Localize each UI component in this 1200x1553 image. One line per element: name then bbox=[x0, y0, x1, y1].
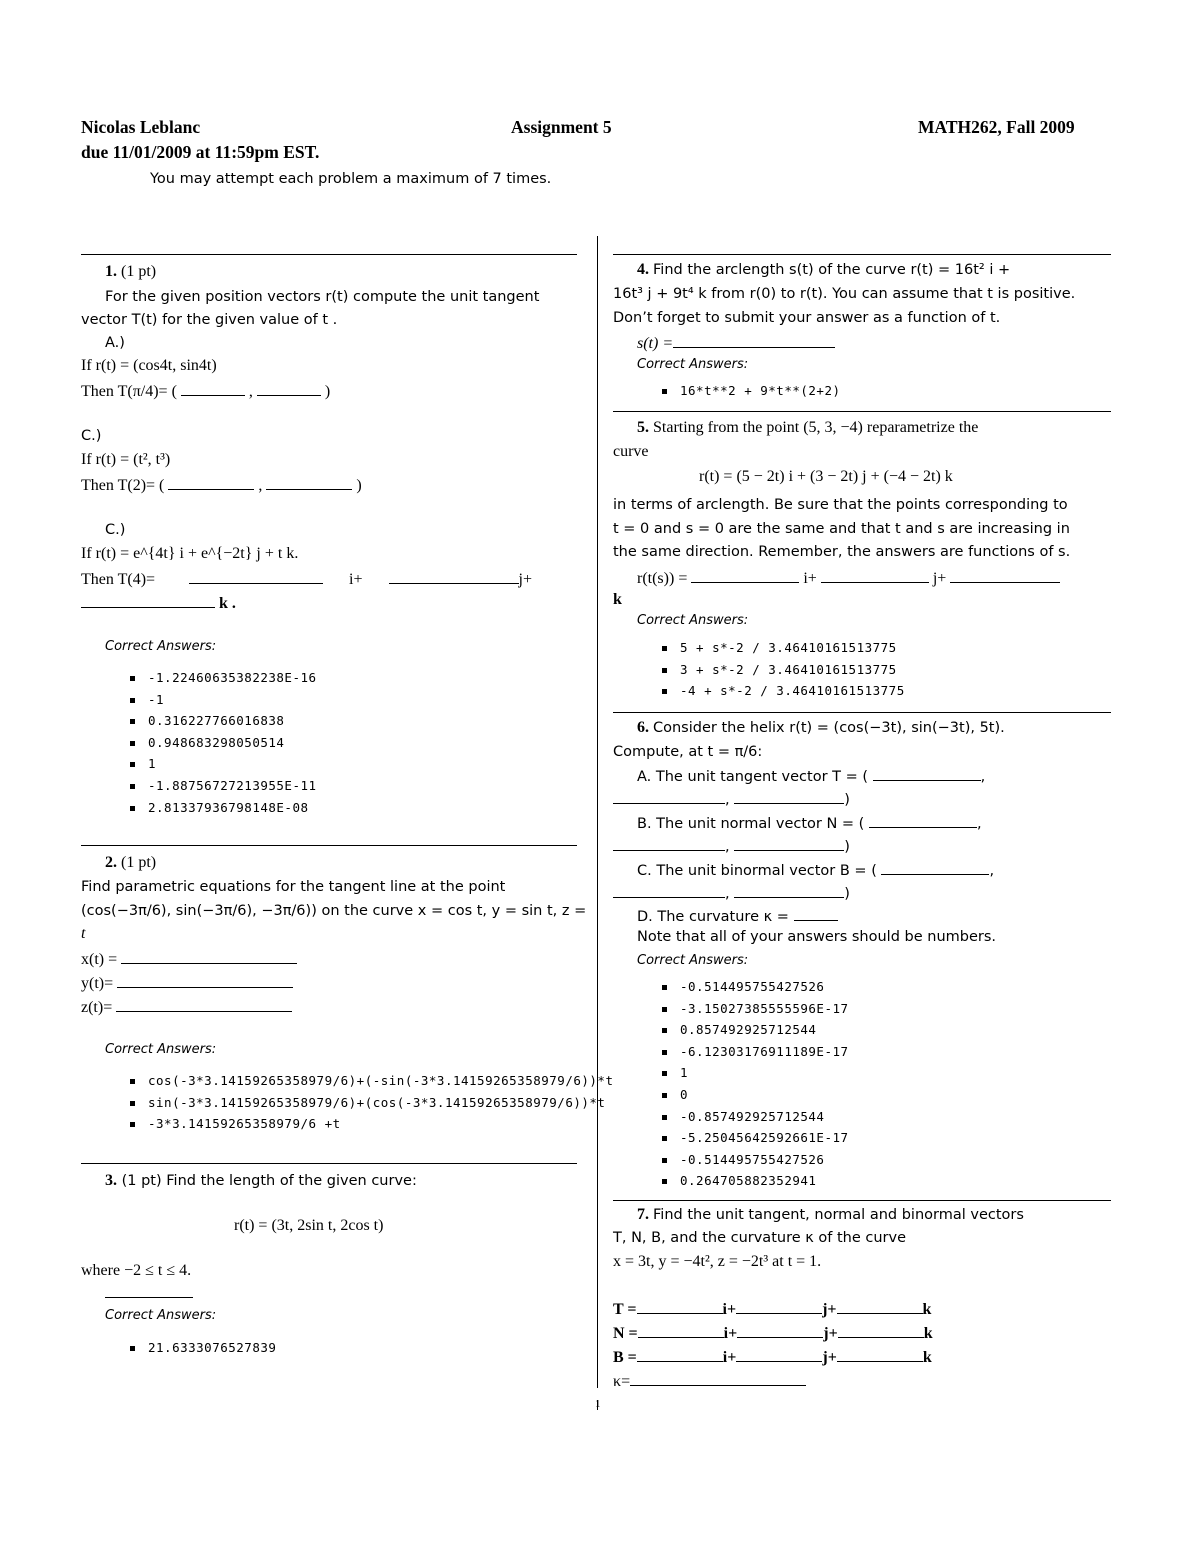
problem-3-points: (1 pt) bbox=[121, 1173, 162, 1189]
problem-7-number: 7. bbox=[637, 1206, 649, 1223]
answer-blank-6a-1[interactable] bbox=[873, 766, 981, 781]
answer-blank-1c-1[interactable] bbox=[168, 475, 254, 490]
answer-item: -6.12303176911189E-17 bbox=[660, 1041, 849, 1063]
j-plus-label: j+ bbox=[823, 1325, 838, 1342]
problem-1-part-c2-label: C.) bbox=[105, 522, 126, 538]
problem-3-formula: r(t) = (3t, 2sin t, 2cos t) bbox=[234, 1217, 384, 1234]
k-label: k bbox=[922, 1301, 932, 1318]
answer-item: -5.25045642592661E-17 bbox=[660, 1127, 849, 1149]
problem-7-B-row bbox=[613, 1347, 932, 1367]
problem-6-text1: Consider the helix r(t) = (cos(−3t), sin(−3t), 5t). bbox=[653, 720, 1005, 736]
answer-blank-1a-2[interactable] bbox=[257, 381, 321, 396]
problem-1-part-c2-k-line bbox=[81, 593, 236, 613]
answer-item: -3.15027385555596E-17 bbox=[660, 998, 849, 1020]
answer-item: sin(-3*3.14159265358979/6)+(cos(-3*3.14159265358979/6))*t bbox=[128, 1092, 614, 1114]
problem-1-correct-answers-label: Correct Answers: bbox=[105, 639, 217, 654]
answer-item: 0 bbox=[660, 1084, 849, 1106]
answer-blank-7-T-j[interactable] bbox=[736, 1299, 822, 1314]
answer-blank-7-B-j[interactable] bbox=[736, 1347, 822, 1362]
problem-1-answer-list bbox=[128, 667, 317, 818]
problem-4-line1 bbox=[637, 261, 1010, 279]
problem-6-line2: Compute, at t = π/6: bbox=[613, 744, 763, 760]
problem-2-correct-answers-label: Correct Answers: bbox=[105, 1042, 217, 1057]
answer-item: 1 bbox=[128, 753, 317, 775]
answer-blank-4-s[interactable] bbox=[673, 333, 835, 348]
problem-7-text1: Find the unit tangent, normal and binormal vectors bbox=[653, 1207, 1024, 1223]
problem-5-rts bbox=[637, 568, 1060, 588]
answer-item: -0.857492925712544 bbox=[660, 1106, 849, 1128]
answer-blank-1a-1[interactable] bbox=[181, 381, 245, 396]
problem-6-c-text: C. The unit binormal vector B = ( bbox=[637, 863, 877, 879]
answer-blank-7-N-i[interactable] bbox=[638, 1323, 724, 1338]
answer-blank-2-z[interactable] bbox=[116, 997, 292, 1012]
problem-3-answer-blank[interactable] bbox=[105, 1297, 193, 1298]
problem-6-b: B. The unit normal vector N = ( , bbox=[637, 813, 982, 832]
problem-2-y bbox=[81, 973, 293, 993]
i-plus-label: i+ bbox=[349, 571, 363, 588]
B-label: B = bbox=[613, 1349, 637, 1366]
answer-blank-5-i[interactable] bbox=[691, 568, 799, 583]
problem-2-x bbox=[81, 949, 297, 969]
k-label: k bbox=[922, 1349, 932, 1366]
answer-blank-6a-2[interactable] bbox=[613, 789, 725, 804]
problem-1-intro-line1: For the given position vectors r(t) compute the unit tangent bbox=[105, 289, 540, 305]
problem-1-number: 1. bbox=[105, 263, 117, 280]
problem-7-line2: T, N, B, and the curvature κ of the curve bbox=[613, 1230, 907, 1246]
j-plus-label: j+ bbox=[932, 570, 947, 587]
answer-blank-1c2-j[interactable] bbox=[389, 569, 519, 584]
problem-1-intro-line2: vector T(t) for the given value of t . bbox=[81, 312, 338, 328]
s-label: s(t) = bbox=[637, 335, 674, 352]
problem-6-answer-list bbox=[660, 976, 849, 1192]
answer-item: 0.264705882352941 bbox=[660, 1170, 849, 1192]
answer-item: 16*t**2 + 9*t**(2+2) bbox=[660, 380, 841, 402]
problem-5-line4: t = 0 and s = 0 are the same and that t and s are increasing in bbox=[613, 521, 1070, 537]
problem-5-text1: Starting from the point (5, 3, −4) reparametrize the bbox=[653, 419, 979, 436]
y-label: y(t)= bbox=[81, 975, 114, 992]
answer-item: 2.81337936798148E-08 bbox=[128, 797, 317, 819]
problem-4-correct-answers-label: Correct Answers: bbox=[637, 357, 749, 372]
problem-1-part-a-then-text: Then T(π/4)= ( bbox=[81, 383, 177, 400]
problem-2-header bbox=[105, 854, 156, 872]
problem-6-a: A. The unit tangent vector T = ( , bbox=[637, 766, 985, 785]
problem-1-rule bbox=[81, 254, 577, 255]
problem-7-line1 bbox=[637, 1206, 1024, 1224]
problem-5-number: 5. bbox=[637, 419, 649, 436]
answer-item: -1 bbox=[128, 689, 317, 711]
problem-1-part-c2-if: If r(t) = e^{4t} i + e^{−2t} j + t k. bbox=[81, 545, 299, 562]
answer-blank-7-B-i[interactable] bbox=[637, 1347, 723, 1362]
problem-6-b-text: B. The unit normal vector N = ( bbox=[637, 816, 865, 832]
page-number: 1 bbox=[595, 1398, 601, 1410]
j-plus-label: j+ bbox=[822, 1301, 837, 1318]
problem-2-number: 2. bbox=[105, 854, 117, 871]
problem-4-line3: Don’t forget to submit your answer as a function of t. bbox=[613, 310, 1001, 326]
problem-6-a-cont: , ) bbox=[613, 789, 850, 808]
problem-3-where: where −2 ≤ t ≤ 4. bbox=[81, 1262, 192, 1279]
problem-7-N-row bbox=[613, 1323, 933, 1343]
problem-1-part-c1-if: If r(t) = (t², t³) bbox=[81, 451, 171, 468]
N-label: N = bbox=[613, 1325, 638, 1342]
assignment-title: Assignment 5 bbox=[511, 117, 612, 137]
i-plus-label: i+ bbox=[723, 1325, 738, 1342]
answer-item: -0.514495755427526 bbox=[660, 976, 849, 998]
problem-5-formula: r(t) = (5 − 2t) i + (3 − 2t) j + (−4 − 2t) k bbox=[699, 468, 953, 485]
problem-3-number: 3. bbox=[105, 1172, 117, 1189]
j-plus-label: j+ bbox=[518, 571, 532, 588]
problem-1-part-c2-then bbox=[81, 569, 581, 589]
answer-blank-2-x[interactable] bbox=[121, 949, 297, 964]
problem-6-d-text: D. The curvature κ = bbox=[637, 909, 789, 925]
answer-blank-6c-3[interactable] bbox=[734, 883, 844, 898]
problem-1-part-c1-label: C.) bbox=[81, 428, 102, 444]
answer-item: -4 + s*-2 / 3.46410161513775 bbox=[660, 680, 905, 702]
problem-1-part-a-if: If r(t) = (cos4t, sin4t) bbox=[81, 357, 217, 374]
column-divider bbox=[597, 236, 598, 1388]
problem-6-note: Note that all of your answers should be numbers. bbox=[637, 929, 997, 945]
x-label: x(t) = bbox=[81, 951, 118, 968]
problem-4-rule bbox=[613, 254, 1111, 255]
k-end-label: k . bbox=[219, 595, 236, 612]
problem-4-s bbox=[637, 333, 835, 353]
j-plus-label: j+ bbox=[822, 1349, 837, 1366]
problem-3-intro: Find the length of the given curve: bbox=[166, 1173, 417, 1189]
answer-blank-7-B-k[interactable] bbox=[837, 1347, 923, 1362]
answer-blank-7-N-k[interactable] bbox=[838, 1323, 924, 1338]
problem-1-part-c1-then: Then T(2)= ( , ) bbox=[81, 477, 362, 494]
T-label: T = bbox=[613, 1301, 637, 1318]
answer-item: 21.6333076527839 bbox=[128, 1337, 276, 1359]
problem-4-text1: Find the arclength s(t) of the curve r(t) = 16t² i + bbox=[653, 262, 1011, 278]
problem-2-answer-list bbox=[128, 1070, 614, 1135]
answer-blank-1c2-k[interactable] bbox=[81, 593, 215, 608]
answer-blank-7-kappa[interactable] bbox=[630, 1371, 806, 1386]
problem-2-intro-line2: (cos(−3π/6), sin(−3π/6), −3π/6)) on the curve x = cos t, y = sin t, z = bbox=[81, 903, 587, 919]
problem-5-line2: curve bbox=[613, 443, 649, 460]
answer-blank-6b-1[interactable] bbox=[869, 813, 977, 828]
answer-item: -0.514495755427526 bbox=[660, 1149, 849, 1171]
problem-6-c-cont: , ) bbox=[613, 883, 850, 902]
problem-5-line3: in terms of arclength. Be sure that the points corresponding to bbox=[613, 497, 1068, 513]
problem-6-a-text: A. The unit tangent vector T = ( bbox=[637, 769, 869, 785]
answer-blank-6c-1[interactable] bbox=[881, 860, 989, 875]
problem-1-part-a-label: A.) bbox=[105, 335, 125, 351]
student-name: Nicolas Leblanc bbox=[81, 117, 201, 137]
answer-item: 5 + s*-2 / 3.46410161513775 bbox=[660, 637, 905, 659]
problem-1-part-c2-then-text: Then T(4)= bbox=[81, 571, 156, 588]
kappa-label: κ= bbox=[613, 1373, 631, 1390]
answer-blank-6b-3[interactable] bbox=[734, 836, 844, 851]
problem-6-c: C. The unit binormal vector B = ( , bbox=[637, 860, 994, 879]
answer-item: -1.88756727213955E-11 bbox=[128, 775, 317, 797]
problem-7-line3: x = 3t, y = −4t², z = −2t³ at t = 1. bbox=[613, 1253, 822, 1270]
course-title: MATH262, Fall 2009 bbox=[918, 117, 1075, 137]
problem-3-rule bbox=[81, 1163, 577, 1164]
problem-1-part-a-then: Then T(π/4)= ( , ) bbox=[81, 383, 331, 400]
problem-3-header bbox=[105, 1172, 417, 1190]
due-date: due 11/01/2009 at 11:59pm EST. bbox=[81, 142, 320, 162]
answer-blank-7-T-i[interactable] bbox=[637, 1299, 723, 1314]
problem-5-correct-answers-label: Correct Answers: bbox=[637, 613, 749, 628]
answer-blank-2-y[interactable] bbox=[117, 973, 293, 988]
answer-item: 0.948683298050514 bbox=[128, 732, 317, 754]
answer-item: cos(-3*3.14159265358979/6)+(-sin(-3*3.14159265358979/6))*t bbox=[128, 1070, 614, 1092]
problem-4-number: 4. bbox=[637, 261, 649, 278]
i-plus-label: i+ bbox=[722, 1349, 737, 1366]
problem-7-kappa-row bbox=[613, 1371, 806, 1391]
k-label: k bbox=[923, 1325, 933, 1342]
z-label: z(t)= bbox=[81, 999, 113, 1016]
answer-blank-7-N-j[interactable] bbox=[737, 1323, 823, 1338]
problem-4-answer-list bbox=[660, 380, 841, 402]
answer-blank-1c-2[interactable] bbox=[266, 475, 352, 490]
problem-6-rule bbox=[613, 712, 1111, 713]
problem-4-line2: 16t³ j + 9t⁴ k from r(0) to r(t). You can assume that t is positive. bbox=[613, 286, 1076, 302]
problem-2-intro-line1: Find parametric equations for the tangent line at the point bbox=[81, 879, 506, 895]
problem-2-z bbox=[81, 997, 292, 1017]
answer-blank-7-T-k[interactable] bbox=[837, 1299, 923, 1314]
answer-item: -1.22460635382238E-16 bbox=[128, 667, 317, 689]
i-plus-label: i+ bbox=[803, 570, 817, 587]
rts-label: r(t(s)) = bbox=[637, 570, 688, 587]
problem-6-correct-answers-label: Correct Answers: bbox=[637, 953, 749, 968]
problem-5-line1 bbox=[637, 419, 978, 437]
problem-5-k: k bbox=[613, 591, 622, 608]
answer-item: 0.316227766016838 bbox=[128, 710, 317, 732]
problem-1-part-c1-then-text: Then T(2)= ( bbox=[81, 477, 165, 494]
answer-item: -3*3.14159265358979/6 +t bbox=[128, 1113, 614, 1135]
answer-blank-1c2-i[interactable] bbox=[189, 569, 323, 584]
problem-5-line5: the same direction. Remember, the answers are functions of s. bbox=[613, 544, 1071, 560]
answer-item: 3 + s*-2 / 3.46410161513775 bbox=[660, 659, 905, 681]
i-plus-label: i+ bbox=[722, 1301, 737, 1318]
problem-5-answer-list bbox=[660, 637, 905, 702]
problem-6-d bbox=[637, 906, 838, 925]
problem-1-header bbox=[105, 263, 156, 281]
problem-2-rule bbox=[81, 845, 577, 846]
answer-blank-6b-2[interactable] bbox=[613, 836, 725, 851]
answer-blank-6d[interactable] bbox=[794, 906, 838, 921]
answer-item: 0.857492925712544 bbox=[660, 1019, 849, 1041]
problem-6-line1 bbox=[637, 719, 1005, 737]
problem-7-rule bbox=[613, 1200, 1111, 1201]
answer-blank-5-j[interactable] bbox=[821, 568, 929, 583]
answer-blank-6c-2[interactable] bbox=[613, 883, 725, 898]
answer-blank-6a-3[interactable] bbox=[734, 789, 844, 804]
problem-2-points: (1 pt) bbox=[121, 854, 157, 871]
problem-6-number: 6. bbox=[637, 719, 649, 736]
problem-5-rule bbox=[613, 411, 1111, 412]
problem-2-intro-line3: t bbox=[81, 925, 86, 942]
problem-6-b-cont: , ) bbox=[613, 836, 850, 855]
answer-blank-5-k[interactable] bbox=[950, 568, 1060, 583]
problem-3-answer-list bbox=[128, 1337, 276, 1359]
attempts-note: You may attempt each problem a maximum of 7 times. bbox=[150, 171, 552, 187]
problem-1-points: (1 pt) bbox=[121, 263, 157, 280]
problem-7-T-row bbox=[613, 1299, 931, 1319]
problem-3-correct-answers-label: Correct Answers: bbox=[105, 1308, 217, 1323]
answer-item: 1 bbox=[660, 1062, 849, 1084]
